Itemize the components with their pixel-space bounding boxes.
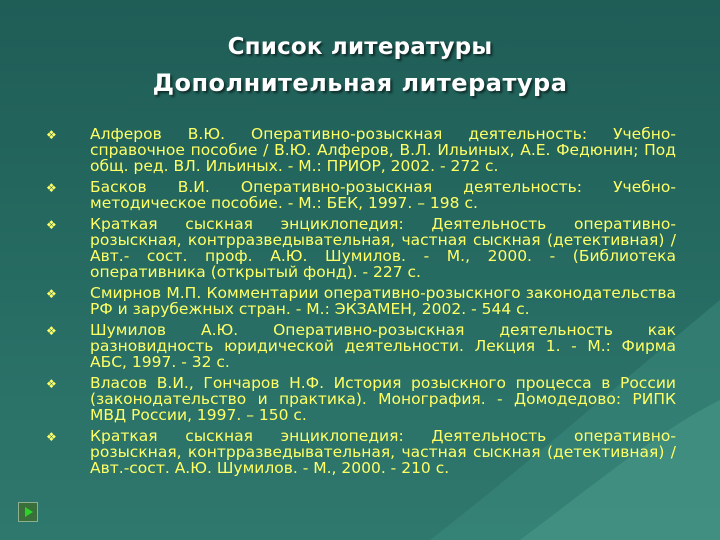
reference-text: Алферов В.Ю. Оперативно-розыскная деятельность: Учебно-справочное пособие / В.Ю. Алферов, В.Л. Ильиных, А.Е. Федюнин; Под общ. ред. ВЛ. Ильиных. - М.: ПРИОР, 2002. - 272 с. [90, 125, 676, 175]
title-line-2: Дополнительная литература [152, 69, 568, 97]
next-slide-button[interactable] [18, 502, 38, 522]
reference-list [46, 126, 676, 481]
list-item [46, 375, 676, 423]
list-item [46, 216, 676, 280]
diamond-bullet-icon: ❖ [46, 287, 57, 301]
list-item [46, 179, 676, 211]
title-line-1: Список литературы [227, 34, 493, 60]
slide-title [0, 30, 720, 102]
list-item [46, 428, 676, 476]
play-arrow-icon [25, 507, 33, 517]
diamond-bullet-icon: ❖ [46, 324, 57, 338]
reference-text: Басков В.И. Оперативно-розыскная деятельность: Учебно-методическое пособие. - М.: БЕК, 1997. – 198 с. [90, 178, 676, 212]
diamond-bullet-icon: ❖ [46, 218, 57, 232]
reference-text: Смирнов М.П. Комментарии оперативно-розыскного законодательства РФ и зарубежных стран. - М.: ЭКЗАМЕН, 2002. - 544 с. [90, 284, 676, 318]
diamond-bullet-icon: ❖ [46, 377, 57, 391]
diamond-bullet-icon: ❖ [46, 430, 57, 444]
list-item [46, 126, 676, 174]
diamond-bullet-icon: ❖ [46, 181, 57, 195]
reference-text: Краткая сыскная энциклопедия: Деятельность оперативно-розыскная, контрразведывательная, частная сыскная (детективная) / Авт.- сост. проф. А.Ю. Шумилов. - М., 2000. - (Библиотека оперативника (открытый фонд). - 227 с. [90, 215, 676, 281]
list-item [46, 322, 676, 370]
reference-text: Шумилов А.Ю. Оперативно-розыскная деятельность как разновидность юридической деятельности. Лекция 1. - М.: Фирма АБС, 1997. - 32 с. [90, 321, 676, 371]
list-item [46, 285, 676, 317]
diamond-bullet-icon: ❖ [46, 128, 57, 142]
reference-text: Власов В.И., Гончаров Н.Ф. История розыскного процесса в России (законодательство и практика). Монография. - Домодедово: РИПК МВД России, 1997. – 150 с. [90, 374, 676, 424]
reference-text: Краткая сыскная энциклопедия: Деятельность оперативно-розыскная, контрразведывательная, частная сыскная (детективная) / Авт.-сост. А.Ю. Шумилов. - М., 2000. - 210 с. [90, 427, 676, 477]
